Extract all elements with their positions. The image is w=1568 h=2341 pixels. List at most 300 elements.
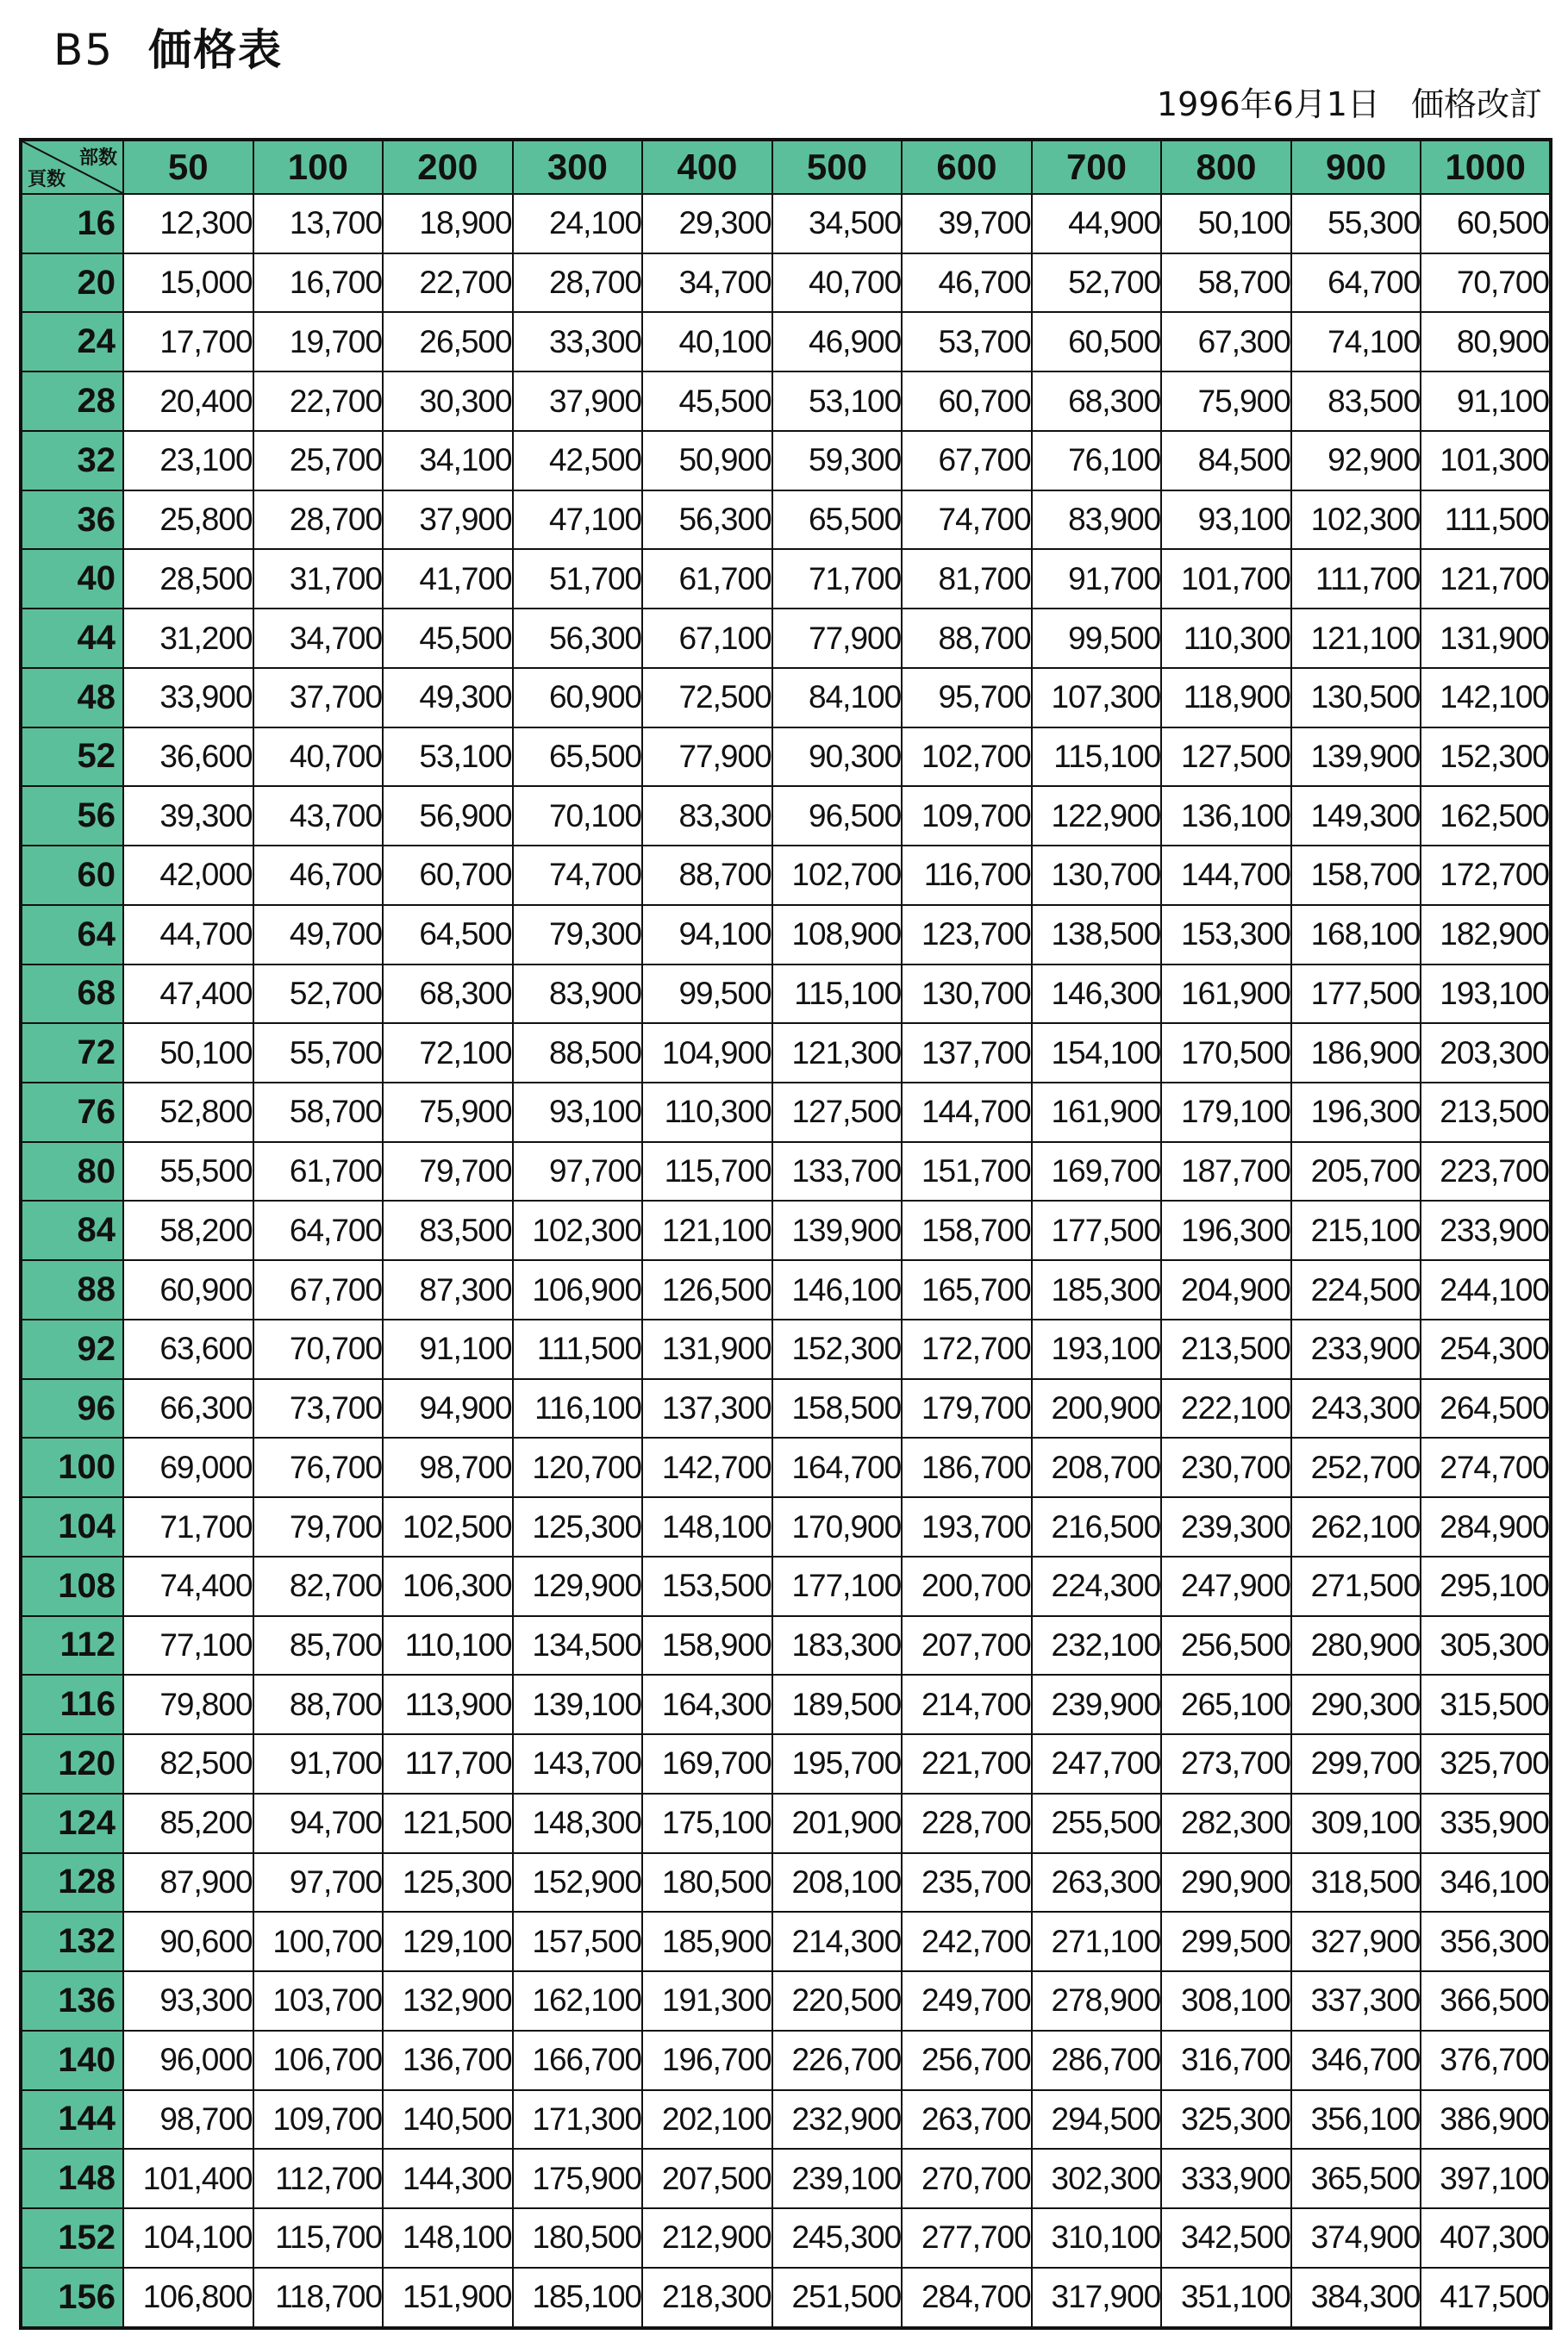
- price-cell: 271,500: [1291, 1557, 1421, 1616]
- price-cell: 201,900: [772, 1794, 903, 1853]
- price-cell: 202,100: [642, 2090, 772, 2150]
- price-cell: 151,900: [383, 2268, 513, 2328]
- column-header: 400: [642, 140, 772, 194]
- price-cell: 222,100: [1161, 1379, 1291, 1439]
- price-cell: 407,300: [1421, 2208, 1551, 2268]
- price-cell: 37,900: [513, 371, 643, 431]
- price-cell: 286,700: [1032, 2031, 1162, 2090]
- price-cell: 325,700: [1421, 1734, 1551, 1794]
- price-cell: 40,100: [642, 312, 772, 371]
- price-cell: 44,900: [1032, 194, 1162, 253]
- price-cell: 115,100: [772, 964, 903, 1024]
- price-cell: 333,900: [1161, 2149, 1291, 2208]
- table-row: [21, 1557, 1551, 1616]
- table-row: [21, 905, 1551, 964]
- table-row: [21, 490, 1551, 550]
- price-cell: 84,500: [1161, 431, 1291, 490]
- price-cell: 187,700: [1161, 1142, 1291, 1202]
- table-row: [21, 371, 1551, 431]
- price-cell: 53,100: [383, 727, 513, 787]
- column-header: 600: [902, 140, 1032, 194]
- price-cell: 90,600: [123, 1912, 253, 1971]
- price-cell: 61,700: [642, 549, 772, 609]
- price-cell: 170,900: [772, 1497, 903, 1557]
- price-cell: 46,700: [253, 846, 384, 905]
- price-cell: 245,300: [772, 2208, 903, 2268]
- price-cell: 75,900: [383, 1083, 513, 1142]
- price-cell: 233,900: [1421, 1201, 1551, 1260]
- price-cell: 249,700: [902, 1971, 1032, 2031]
- price-cell: 68,300: [1032, 371, 1162, 431]
- price-cell: 116,100: [513, 1379, 643, 1439]
- price-cell: 72,100: [383, 1023, 513, 1083]
- price-cell: 24,100: [513, 194, 643, 253]
- price-cell: 129,100: [383, 1912, 513, 1971]
- price-cell: 137,300: [642, 1379, 772, 1439]
- price-cell: 148,100: [642, 1497, 772, 1557]
- price-cell: 121,100: [1291, 609, 1421, 668]
- price-cell: 93,100: [513, 1083, 643, 1142]
- price-cell: 31,700: [253, 549, 384, 609]
- price-cell: 158,900: [642, 1616, 772, 1676]
- price-cell: 417,500: [1421, 2268, 1551, 2328]
- price-cell: 31,200: [123, 609, 253, 668]
- table-row: [21, 1201, 1551, 1260]
- table-row: [21, 1023, 1551, 1083]
- price-cell: 342,500: [1161, 2208, 1291, 2268]
- table-row: [21, 1675, 1551, 1734]
- price-cell: 109,700: [253, 2090, 384, 2150]
- page-count-cell: 60: [21, 846, 123, 905]
- price-cell: 50,100: [1161, 194, 1291, 253]
- price-cell: 214,700: [902, 1675, 1032, 1734]
- price-cell: 74,700: [902, 490, 1032, 550]
- price-cell: 77,900: [642, 727, 772, 787]
- column-header: 900: [1291, 140, 1421, 194]
- price-cell: 193,700: [902, 1497, 1032, 1557]
- price-cell: 70,100: [513, 786, 643, 846]
- price-cell: 277,700: [902, 2208, 1032, 2268]
- price-cell: 239,900: [1032, 1675, 1162, 1734]
- page-title: [53, 16, 283, 78]
- price-cell: 256,500: [1161, 1616, 1291, 1676]
- price-cell: 270,700: [902, 2149, 1032, 2208]
- price-cell: 40,700: [253, 727, 384, 787]
- price-cell: 52,800: [123, 1083, 253, 1142]
- column-header: 500: [772, 140, 903, 194]
- price-cell: 179,700: [902, 1379, 1032, 1439]
- price-cell: 49,700: [253, 905, 384, 964]
- price-cell: 53,700: [902, 312, 1032, 371]
- price-cell: 183,300: [772, 1616, 903, 1676]
- price-cell: 151,700: [902, 1142, 1032, 1202]
- page-count-cell: 104: [21, 1497, 123, 1557]
- page-count-cell: 108: [21, 1557, 123, 1616]
- price-cell: 34,700: [642, 253, 772, 313]
- table-row: [21, 549, 1551, 609]
- price-cell: 162,100: [513, 1971, 643, 2031]
- revision-date: 1996年6月1日: [1156, 85, 1380, 123]
- price-cell: 247,900: [1161, 1557, 1291, 1616]
- price-cell: 115,700: [253, 2208, 384, 2268]
- price-cell: 91,100: [1421, 371, 1551, 431]
- price-cell: 164,300: [642, 1675, 772, 1734]
- price-cell: 47,100: [513, 490, 643, 550]
- price-cell: 28,500: [123, 549, 253, 609]
- page-count-cell: 128: [21, 1853, 123, 1913]
- price-cell: 154,100: [1032, 1023, 1162, 1083]
- price-cell: 200,700: [902, 1557, 1032, 1616]
- pages-label: 頁数: [28, 168, 66, 190]
- page-count-cell: 156: [21, 2268, 123, 2328]
- price-cell: 265,100: [1161, 1675, 1291, 1734]
- page-count-cell: 96: [21, 1379, 123, 1439]
- price-cell: 212,900: [642, 2208, 772, 2268]
- price-cell: 282,300: [1161, 1794, 1291, 1853]
- price-cell: 216,500: [1032, 1497, 1162, 1557]
- price-cell: 110,300: [1161, 609, 1291, 668]
- price-cell: 205,700: [1291, 1142, 1421, 1202]
- price-cell: 226,700: [772, 2031, 903, 2090]
- price-cell: 61,700: [253, 1142, 384, 1202]
- column-header: 200: [383, 140, 513, 194]
- price-cell: 83,900: [513, 964, 643, 1024]
- price-cell: 77,900: [772, 609, 903, 668]
- price-cell: 63,600: [123, 1320, 253, 1379]
- price-cell: 82,500: [123, 1734, 253, 1794]
- price-cell: 161,900: [1032, 1083, 1162, 1142]
- price-cell: 108,900: [772, 905, 903, 964]
- price-cell: 208,100: [772, 1853, 903, 1913]
- price-cell: 397,100: [1421, 2149, 1551, 2208]
- price-cell: 325,300: [1161, 2090, 1291, 2150]
- header-row: [21, 140, 1551, 194]
- price-cell: 123,700: [902, 905, 1032, 964]
- price-cell: 71,700: [772, 549, 903, 609]
- price-cell: 136,700: [383, 2031, 513, 2090]
- price-cell: 102,300: [1291, 490, 1421, 550]
- price-cell: 56,300: [513, 609, 643, 668]
- price-cell: 335,900: [1421, 1794, 1551, 1853]
- table-body: [21, 194, 1551, 2328]
- price-cell: 109,700: [902, 786, 1032, 846]
- price-cell: 127,500: [772, 1083, 903, 1142]
- price-cell: 271,100: [1032, 1912, 1162, 1971]
- page-count-cell: 80: [21, 1142, 123, 1202]
- price-cell: 107,300: [1032, 668, 1162, 727]
- price-cell: 88,700: [253, 1675, 384, 1734]
- price-cell: 91,700: [1032, 549, 1162, 609]
- price-cell: 19,700: [253, 312, 384, 371]
- table-row: [21, 609, 1551, 668]
- price-cell: 46,900: [772, 312, 903, 371]
- price-cell: 104,900: [642, 1023, 772, 1083]
- price-cell: 255,500: [1032, 1794, 1162, 1853]
- price-cell: 23,100: [123, 431, 253, 490]
- price-cell: 83,500: [1291, 371, 1421, 431]
- price-cell: 87,300: [383, 1260, 513, 1320]
- price-cell: 76,100: [1032, 431, 1162, 490]
- table-row: [21, 846, 1551, 905]
- page-count-cell: 100: [21, 1438, 123, 1497]
- price-cell: 74,100: [1291, 312, 1421, 371]
- price-cell: 94,700: [253, 1794, 384, 1853]
- page-count-cell: 120: [21, 1734, 123, 1794]
- column-header: 1000: [1421, 140, 1551, 194]
- price-cell: 224,300: [1032, 1557, 1162, 1616]
- price-cell: 230,700: [1161, 1438, 1291, 1497]
- price-cell: 278,900: [1032, 1971, 1162, 2031]
- page-count-cell: 40: [21, 549, 123, 609]
- price-cell: 96,000: [123, 2031, 253, 2090]
- table-row: [21, 1616, 1551, 1676]
- price-cell: 346,100: [1421, 1853, 1551, 1913]
- price-cell: 162,500: [1421, 786, 1551, 846]
- price-cell: 88,700: [642, 846, 772, 905]
- price-cell: 102,500: [383, 1497, 513, 1557]
- price-cell: 97,700: [513, 1142, 643, 1202]
- price-cell: 101,300: [1421, 431, 1551, 490]
- page-count-cell: 44: [21, 609, 123, 668]
- price-cell: 101,700: [1161, 549, 1291, 609]
- table-row: [21, 2090, 1551, 2150]
- price-cell: 22,700: [383, 253, 513, 313]
- table-row: [21, 1320, 1551, 1379]
- price-cell: 68,300: [383, 964, 513, 1024]
- price-cell: 274,700: [1421, 1438, 1551, 1497]
- price-cell: 55,700: [253, 1023, 384, 1083]
- price-cell: 185,900: [642, 1912, 772, 1971]
- price-cell: 127,500: [1161, 727, 1291, 787]
- price-cell: 51,700: [513, 549, 643, 609]
- price-cell: 175,900: [513, 2149, 643, 2208]
- price-cell: 97,700: [253, 1853, 384, 1913]
- table-row: [21, 1379, 1551, 1439]
- page-count-cell: 20: [21, 253, 123, 313]
- page-count-cell: 132: [21, 1912, 123, 1971]
- price-cell: 221,700: [902, 1734, 1032, 1794]
- price-cell: 193,100: [1421, 964, 1551, 1024]
- price-cell: 152,300: [1421, 727, 1551, 787]
- price-cell: 58,700: [1161, 253, 1291, 313]
- price-cell: 116,700: [902, 846, 1032, 905]
- price-cell: 44,700: [123, 905, 253, 964]
- revision-note: [1157, 78, 1542, 125]
- column-header: 700: [1032, 140, 1162, 194]
- price-cell: 204,900: [1161, 1260, 1291, 1320]
- price-cell: 83,500: [383, 1201, 513, 1260]
- page-count-cell: 72: [21, 1023, 123, 1083]
- price-cell: 213,500: [1421, 1083, 1551, 1142]
- price-cell: 17,700: [123, 312, 253, 371]
- price-cell: 299,700: [1291, 1734, 1421, 1794]
- paper-size: B5: [53, 25, 115, 75]
- table-row: [21, 2268, 1551, 2328]
- price-cell: 365,500: [1291, 2149, 1421, 2208]
- price-cell: 263,300: [1032, 1853, 1162, 1913]
- price-cell: 366,500: [1421, 1971, 1551, 2031]
- price-cell: 87,900: [123, 1853, 253, 1913]
- price-cell: 232,900: [772, 2090, 903, 2150]
- price-cell: 30,300: [383, 371, 513, 431]
- table-row: [21, 1912, 1551, 1971]
- price-cell: 168,100: [1291, 905, 1421, 964]
- price-cell: 45,500: [383, 609, 513, 668]
- page-count-cell: 64: [21, 905, 123, 964]
- price-cell: 111,700: [1291, 549, 1421, 609]
- price-cell: 83,300: [642, 786, 772, 846]
- price-cell: 315,500: [1421, 1675, 1551, 1734]
- price-cell: 67,700: [902, 431, 1032, 490]
- price-cell: 79,300: [513, 905, 643, 964]
- price-cell: 134,500: [513, 1616, 643, 1676]
- price-cell: 356,300: [1421, 1912, 1551, 1971]
- price-cell: 148,300: [513, 1794, 643, 1853]
- price-cell: 106,900: [513, 1260, 643, 1320]
- price-cell: 115,100: [1032, 727, 1162, 787]
- price-cell: 290,900: [1161, 1853, 1291, 1913]
- price-cell: 76,700: [253, 1438, 384, 1497]
- price-cell: 40,700: [772, 253, 903, 313]
- price-cell: 310,100: [1032, 2208, 1162, 2268]
- price-cell: 69,000: [123, 1438, 253, 1497]
- price-cell: 80,900: [1421, 312, 1551, 371]
- price-cell: 33,900: [123, 668, 253, 727]
- price-cell: 142,100: [1421, 668, 1551, 727]
- table-row: [21, 1438, 1551, 1497]
- price-cell: 214,300: [772, 1912, 903, 1971]
- price-cell: 308,100: [1161, 1971, 1291, 2031]
- page-count-cell: 84: [21, 1201, 123, 1260]
- price-cell: 191,300: [642, 1971, 772, 2031]
- price-cell: 316,700: [1161, 2031, 1291, 2090]
- price-cell: 161,900: [1161, 964, 1291, 1024]
- price-cell: 25,700: [253, 431, 384, 490]
- price-cell: 196,700: [642, 2031, 772, 2090]
- price-cell: 117,700: [383, 1734, 513, 1794]
- price-cell: 129,900: [513, 1557, 643, 1616]
- price-cell: 79,700: [383, 1142, 513, 1202]
- price-cell: 208,700: [1032, 1438, 1162, 1497]
- price-cell: 228,700: [902, 1794, 1032, 1853]
- price-cell: 79,800: [123, 1675, 253, 1734]
- column-header: 100: [253, 140, 384, 194]
- table-row: [21, 964, 1551, 1024]
- price-cell: 166,700: [513, 2031, 643, 2090]
- price-cell: 262,100: [1291, 1497, 1421, 1557]
- table-row: [21, 1971, 1551, 2031]
- price-cell: 100,700: [253, 1912, 384, 1971]
- price-cell: 82,700: [253, 1557, 384, 1616]
- price-cell: 64,500: [383, 905, 513, 964]
- price-cell: 158,500: [772, 1379, 903, 1439]
- price-cell: 93,300: [123, 1971, 253, 2031]
- page-count-cell: 116: [21, 1675, 123, 1734]
- price-cell: 180,500: [642, 1853, 772, 1913]
- price-cell: 91,700: [253, 1734, 384, 1794]
- table-row: [21, 1734, 1551, 1794]
- price-cell: 98,700: [123, 2090, 253, 2150]
- corner-cell: [21, 140, 123, 194]
- price-cell: 213,500: [1161, 1320, 1291, 1379]
- price-cell: 130,500: [1291, 668, 1421, 727]
- price-cell: 130,700: [1032, 846, 1162, 905]
- price-cell: 33,300: [513, 312, 643, 371]
- price-cell: 242,700: [902, 1912, 1032, 1971]
- page-count-cell: 92: [21, 1320, 123, 1379]
- price-cell: 70,700: [1421, 253, 1551, 313]
- price-cell: 81,700: [902, 549, 1032, 609]
- page-count-cell: 136: [21, 1971, 123, 2031]
- price-cell: 264,500: [1421, 1379, 1551, 1439]
- table-row: [21, 1083, 1551, 1142]
- price-cell: 60,500: [1032, 312, 1162, 371]
- price-cell: 136,100: [1161, 786, 1291, 846]
- price-cell: 22,700: [253, 371, 384, 431]
- copies-label: 部数: [78, 147, 117, 168]
- price-cell: 37,900: [383, 490, 513, 550]
- price-cell: 42,500: [513, 431, 643, 490]
- page-count-cell: 112: [21, 1616, 123, 1676]
- price-cell: 118,900: [1161, 668, 1291, 727]
- price-cell: 106,700: [253, 2031, 384, 2090]
- price-cell: 113,900: [383, 1675, 513, 1734]
- price-cell: 186,700: [902, 1438, 1032, 1497]
- price-cell: 58,200: [123, 1201, 253, 1260]
- price-cell: 60,900: [123, 1260, 253, 1320]
- revision-label: 価格改訂: [1410, 85, 1542, 123]
- price-cell: 157,500: [513, 1912, 643, 1971]
- price-cell: 71,700: [123, 1497, 253, 1557]
- price-cell: 302,300: [1032, 2149, 1162, 2208]
- price-cell: 34,100: [383, 431, 513, 490]
- price-cell: 175,100: [642, 1794, 772, 1853]
- price-cell: 172,700: [1421, 846, 1551, 905]
- price-cell: 148,100: [383, 2208, 513, 2268]
- price-cell: 47,400: [123, 964, 253, 1024]
- page-count-cell: 148: [21, 2149, 123, 2208]
- price-cell: 121,700: [1421, 549, 1551, 609]
- price-cell: 273,700: [1161, 1734, 1291, 1794]
- table-row: [21, 194, 1551, 253]
- price-cell: 309,100: [1291, 1794, 1421, 1853]
- price-cell: 158,700: [902, 1201, 1032, 1260]
- table-row: [21, 253, 1551, 313]
- price-cell: 189,500: [772, 1675, 903, 1734]
- table-row: [21, 727, 1551, 787]
- price-cell: 99,500: [642, 964, 772, 1024]
- price-cell: 39,700: [902, 194, 1032, 253]
- price-cell: 251,500: [772, 2268, 903, 2328]
- price-cell: 169,700: [642, 1734, 772, 1794]
- price-cell: 223,700: [1421, 1142, 1551, 1202]
- price-cell: 138,500: [1032, 905, 1162, 964]
- price-cell: 70,700: [253, 1320, 384, 1379]
- price-cell: 60,500: [1421, 194, 1551, 253]
- price-cell: 144,300: [383, 2149, 513, 2208]
- price-cell: 215,100: [1291, 1201, 1421, 1260]
- price-cell: 193,100: [1032, 1320, 1162, 1379]
- price-cell: 28,700: [513, 253, 643, 313]
- price-cell: 55,300: [1291, 194, 1421, 253]
- price-cell: 102,700: [902, 727, 1032, 787]
- price-cell: 305,300: [1421, 1616, 1551, 1676]
- page-count-cell: 24: [21, 312, 123, 371]
- price-cell: 125,300: [383, 1853, 513, 1913]
- price-cell: 144,700: [1161, 846, 1291, 905]
- price-cell: 43,700: [253, 786, 384, 846]
- price-cell: 235,700: [902, 1853, 1032, 1913]
